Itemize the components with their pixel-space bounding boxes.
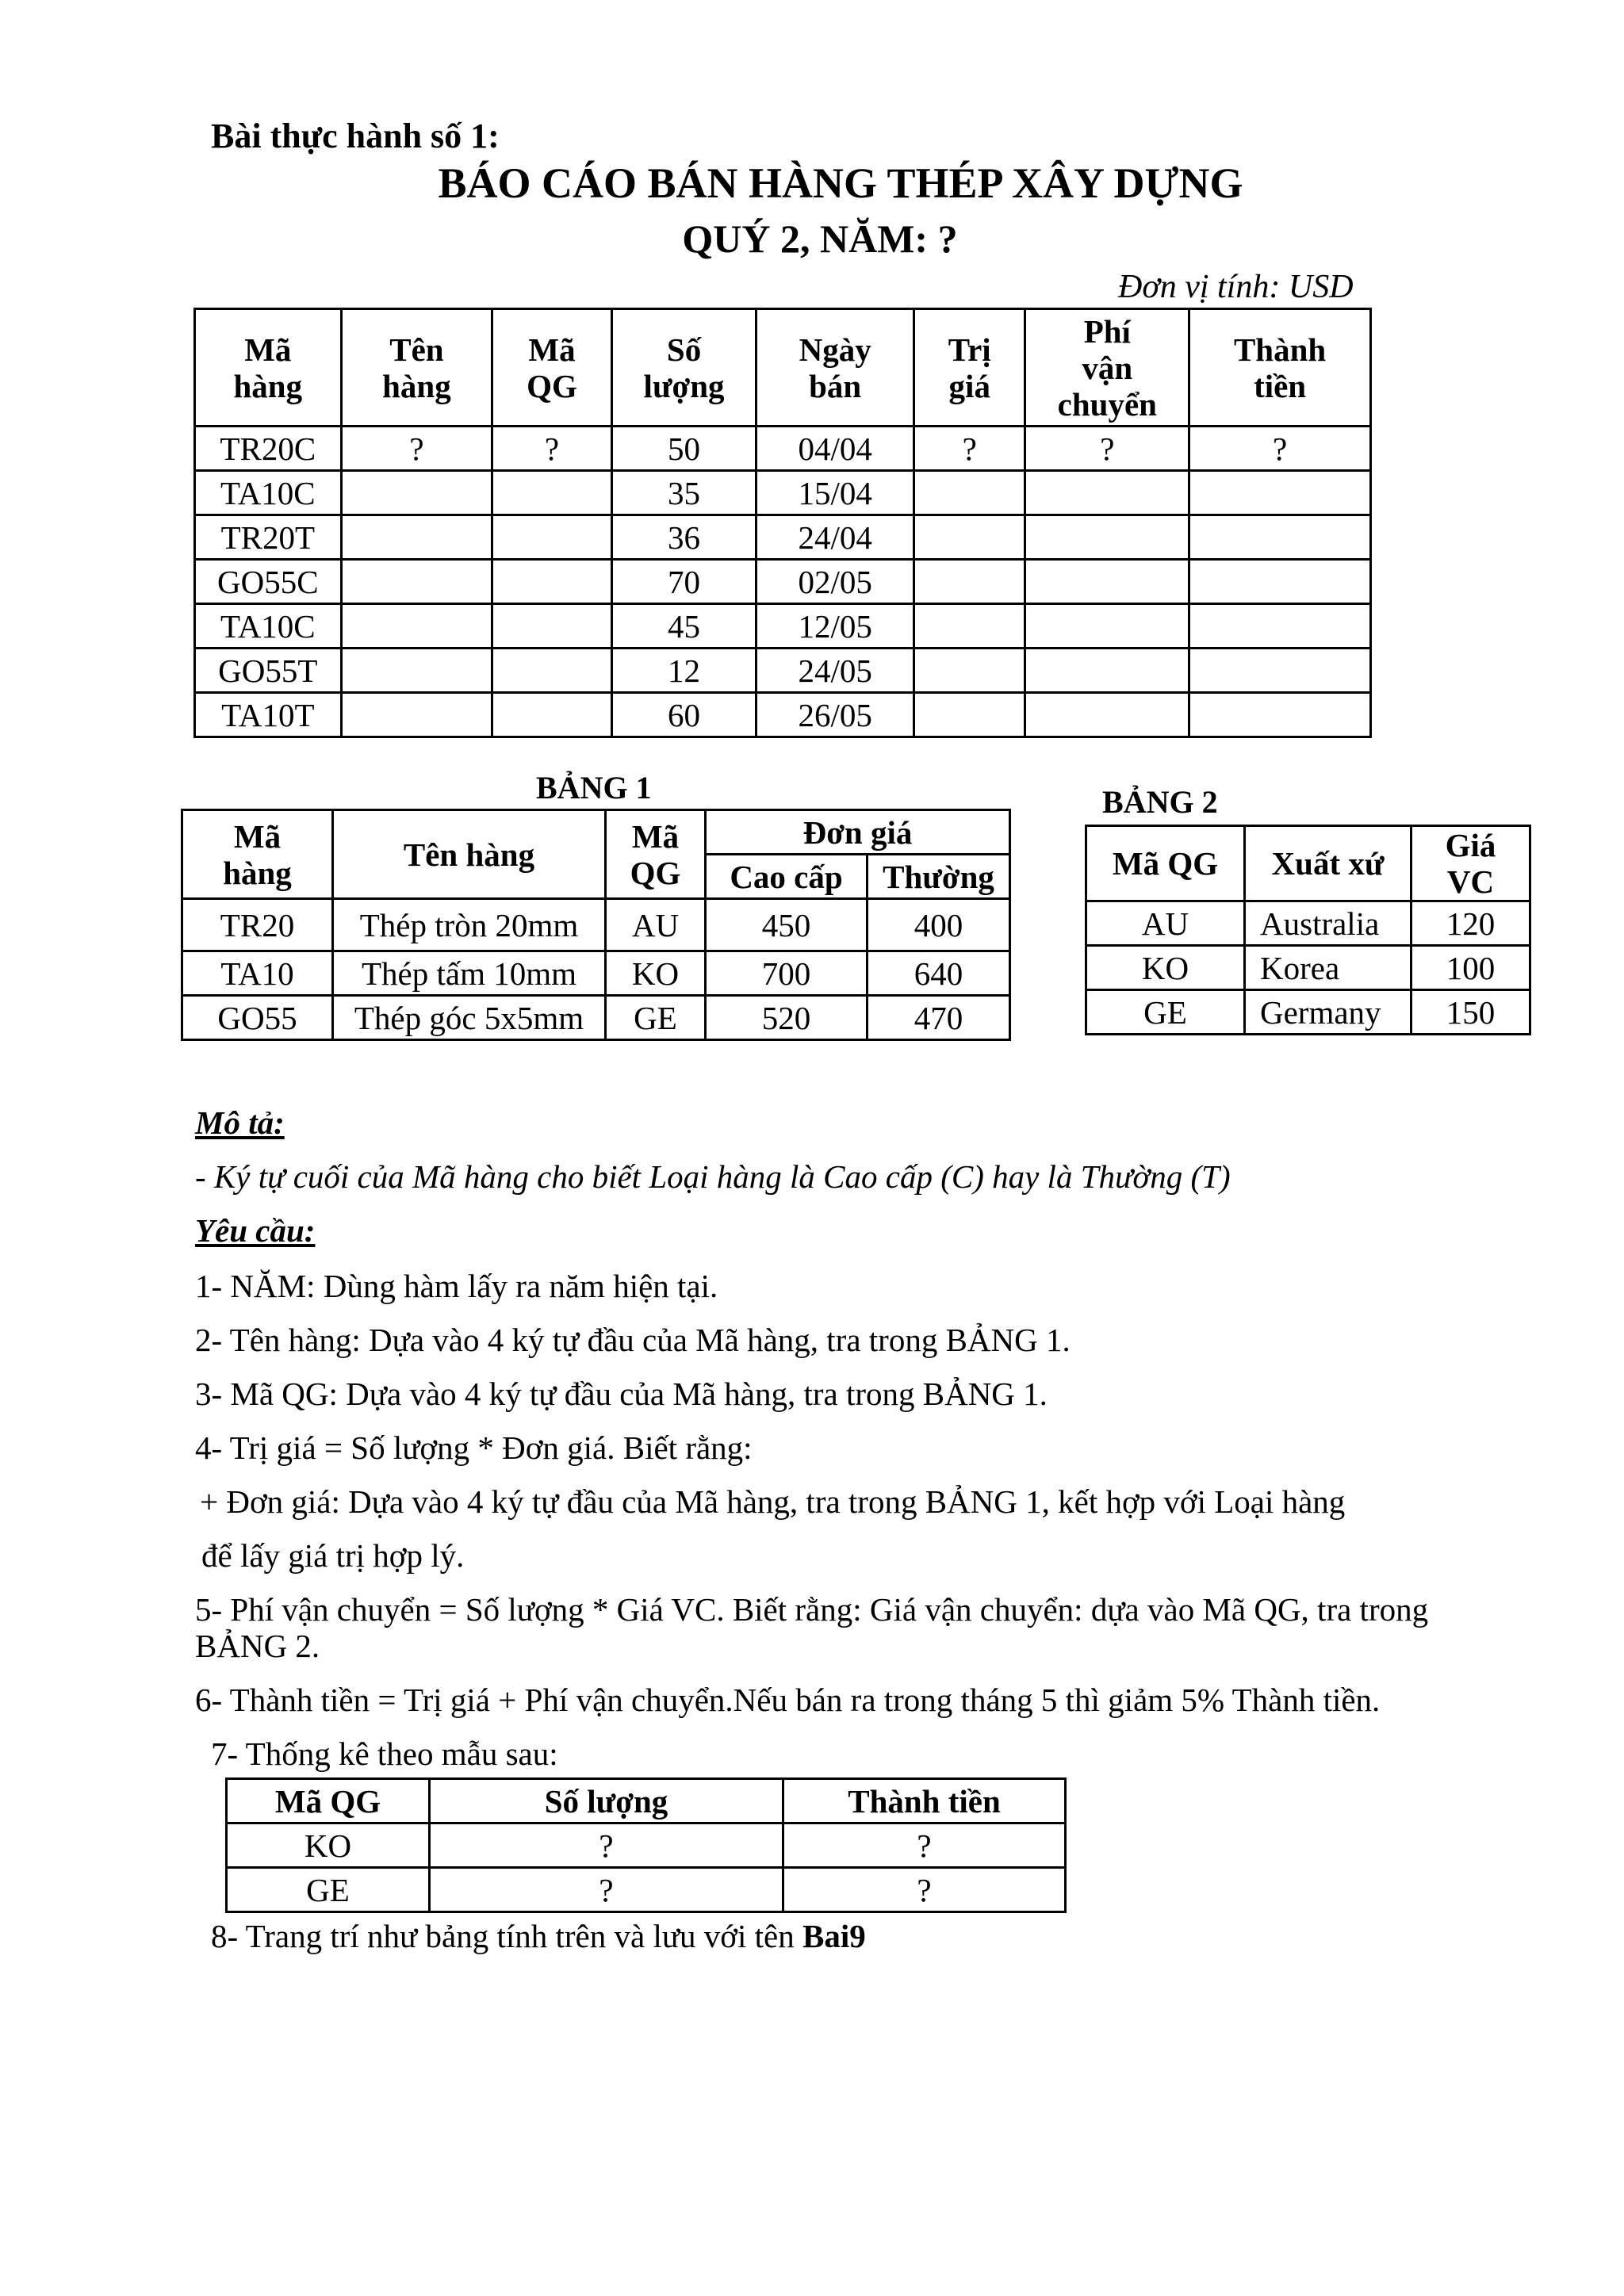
table-row [182, 996, 1010, 1040]
cell: GE [1086, 990, 1245, 1035]
cell: 520 [706, 996, 868, 1040]
cell [492, 649, 612, 693]
cell: 02/05 [756, 560, 914, 604]
cell [1025, 649, 1189, 693]
cell [914, 604, 1025, 649]
cell: 12/05 [756, 604, 914, 649]
cell [341, 604, 492, 649]
col-header-thanh-tien: Thành tiền [1189, 309, 1371, 427]
table2-header-ma-qg: Mã QG [1086, 826, 1245, 901]
cell [914, 560, 1025, 604]
cell: GO55 [182, 996, 333, 1040]
col-header-ten-hang: Tên hàng [341, 309, 492, 427]
cell: ? [430, 1868, 783, 1912]
cell [492, 560, 612, 604]
cell: Thép tròn 20mm [333, 899, 606, 951]
cell [492, 604, 612, 649]
table2-title: BẢNG 2 [1102, 784, 1218, 820]
cell [1025, 560, 1189, 604]
requirement-4: 4- Trị giá = Số lượng * Đơn giá. Biết rằng: [195, 1429, 753, 1466]
cell: TR20C [195, 427, 342, 471]
table2 [1085, 825, 1531, 1035]
requirement-5: 5- Phí vận chuyển = Số lượng * Giá VC. Biết rằng: Giá vận chuyển: dựa vào Mã QG, tra trong [195, 1591, 1429, 1628]
cell: ? [783, 1868, 1066, 1912]
table1-title: BẢNG 1 [536, 770, 652, 806]
cell: 04/04 [756, 427, 914, 471]
sales-table [193, 308, 1372, 738]
requirement-1: 1- NĂM: Dùng hàm lấy ra năm hiện tại. [195, 1268, 718, 1304]
col-header-ma-qg: Mã QG [492, 309, 612, 427]
cell: ? [1025, 427, 1189, 471]
cell: 100 [1411, 946, 1530, 990]
cell: 15/04 [756, 471, 914, 515]
stats-header-so-luong: Số lượng [430, 1779, 783, 1823]
cell: ? [783, 1823, 1066, 1868]
cell: 640 [868, 951, 1010, 996]
cell [341, 693, 492, 737]
table1-header-thuong: Thường [868, 855, 1010, 899]
cell: KO [606, 951, 706, 996]
requirements-heading: Yêu cầu: [195, 1212, 316, 1249]
cell [1025, 471, 1189, 515]
cell: GO55C [195, 560, 342, 604]
table1-header-don-gia: Đơn giá [706, 810, 1010, 855]
cell [1025, 604, 1189, 649]
cell: ? [341, 427, 492, 471]
exercise-title: Bài thực hành số 1: [211, 117, 500, 155]
sales-table-header [195, 309, 1371, 427]
cell: GE [227, 1868, 430, 1912]
cell: 50 [611, 427, 756, 471]
cell [1189, 471, 1371, 515]
requirement-5-cont: BẢNG 2. [195, 1628, 320, 1664]
cell: TA10T [195, 693, 342, 737]
cell: 450 [706, 899, 868, 951]
report-title: BÁO CÁO BÁN HÀNG THÉP XÂY DỰNG [438, 159, 1243, 207]
cell [341, 515, 492, 560]
cell: 45 [611, 604, 756, 649]
requirement-6: 6- Thành tiền = Trị giá + Phí vận chuyển.Nếu bán ra trong tháng 5 thì giảm 5% Thành tiền. [195, 1682, 1381, 1718]
cell: 35 [611, 471, 756, 515]
report-subtitle: QUÝ 2, NĂM: ? [682, 216, 958, 261]
cell [1025, 693, 1189, 737]
description-heading: Mô tả: [195, 1104, 285, 1141]
table-row [195, 693, 1371, 737]
requirement-4-detail: + Đơn giá: Dựa vào 4 ký tự đầu của Mã hàng, tra trong BẢNG 1, kết hợp với Loại hàng [200, 1483, 1346, 1520]
table-row [182, 951, 1010, 996]
requirement-8-text: 8- Trang trí như bảng tính trên và lưu với tên [211, 1918, 802, 1954]
table-row [227, 1823, 1066, 1868]
col-header-phi-van-chuyen: Phí vận chuyển [1025, 309, 1189, 427]
table-row [195, 427, 1371, 471]
cell: TA10C [195, 471, 342, 515]
cell: KO [1086, 946, 1245, 990]
cell: 26/05 [756, 693, 914, 737]
stats-table [225, 1777, 1067, 1913]
col-header-ma-hang: Mã hàng [195, 309, 342, 427]
col-header-so-luong: Số lượng [611, 309, 756, 427]
stats-header-thanh-tien: Thành tiền [783, 1779, 1066, 1823]
table-row [195, 471, 1371, 515]
cell: 120 [1411, 901, 1530, 946]
table1 [181, 809, 1011, 1041]
table1-header-cao-cap: Cao cấp [706, 855, 868, 899]
table-row [1086, 901, 1530, 946]
cell: 12 [611, 649, 756, 693]
cell: ? [492, 427, 612, 471]
cell [914, 515, 1025, 560]
cell: TR20 [182, 899, 333, 951]
cell: 24/05 [756, 649, 914, 693]
cell: 24/04 [756, 515, 914, 560]
cell: 60 [611, 693, 756, 737]
cell: Thép góc 5x5mm [333, 996, 606, 1040]
cell: TA10C [195, 604, 342, 649]
cell: 400 [868, 899, 1010, 951]
cell: GO55T [195, 649, 342, 693]
cell [492, 471, 612, 515]
cell: GE [606, 996, 706, 1040]
cell [492, 693, 612, 737]
cell: Korea [1245, 946, 1411, 990]
table1-header-ma-qg: Mã QG [606, 810, 706, 899]
table-row [182, 899, 1010, 951]
cell [341, 560, 492, 604]
cell: 70 [611, 560, 756, 604]
table-row [227, 1868, 1066, 1912]
cell: ? [430, 1823, 783, 1868]
table1-header-ma-hang: Mã hàng [182, 810, 333, 899]
cell: ? [914, 427, 1025, 471]
cell: KO [227, 1823, 430, 1868]
cell [914, 693, 1025, 737]
table2-header-xuat-xu: Xuất xứ [1245, 826, 1411, 901]
cell [341, 649, 492, 693]
cell: 36 [611, 515, 756, 560]
cell: 150 [1411, 990, 1530, 1035]
cell [341, 471, 492, 515]
unit-note: Đơn vị tính: USD [1118, 269, 1354, 305]
table1-header-ten-hang: Tên hàng [333, 810, 606, 899]
cell: Australia [1245, 901, 1411, 946]
table-row [195, 649, 1371, 693]
cell [1189, 693, 1371, 737]
table-row [195, 515, 1371, 560]
cell: AU [1086, 901, 1245, 946]
requirement-3: 3- Mã QG: Dựa vào 4 ký tự đầu của Mã hàng, tra trong BẢNG 1. [195, 1376, 1048, 1412]
cell [914, 649, 1025, 693]
table-row [1086, 946, 1530, 990]
description-text: - Ký tự cuối của Mã hàng cho biết Loại hàng là Cao cấp (C) hay là Thường (T) [195, 1158, 1231, 1195]
cell: TR20T [195, 515, 342, 560]
stats-header-ma-qg: Mã QG [227, 1779, 430, 1823]
col-header-tri-gia: Trị giá [914, 309, 1025, 427]
col-header-ngay-ban: Ngày bán [756, 309, 914, 427]
cell: 700 [706, 951, 868, 996]
requirement-8 [211, 1917, 866, 1955]
cell [1189, 560, 1371, 604]
table-row [195, 604, 1371, 649]
cell [914, 471, 1025, 515]
table-row [1086, 990, 1530, 1035]
requirement-4-detail-cont: để lấy giá trị hợp lý. [201, 1537, 465, 1574]
cell [1025, 515, 1189, 560]
cell [1189, 515, 1371, 560]
requirement-7: 7- Thống kê theo mẫu sau: [211, 1735, 558, 1772]
cell [1189, 649, 1371, 693]
cell: Germany [1245, 990, 1411, 1035]
table-row [195, 560, 1371, 604]
cell [1189, 604, 1371, 649]
cell: AU [606, 899, 706, 951]
cell: ? [1189, 427, 1371, 471]
cell: TA10 [182, 951, 333, 996]
save-filename: Bai9 [802, 1918, 866, 1954]
requirement-2: 2- Tên hàng: Dựa vào 4 ký tự đầu của Mã hàng, tra trong BẢNG 1. [195, 1322, 1071, 1358]
cell: 470 [868, 996, 1010, 1040]
cell [492, 515, 612, 560]
cell: Thép tấm 10mm [333, 951, 606, 996]
table2-header-gia-vc: Giá VC [1411, 826, 1530, 901]
